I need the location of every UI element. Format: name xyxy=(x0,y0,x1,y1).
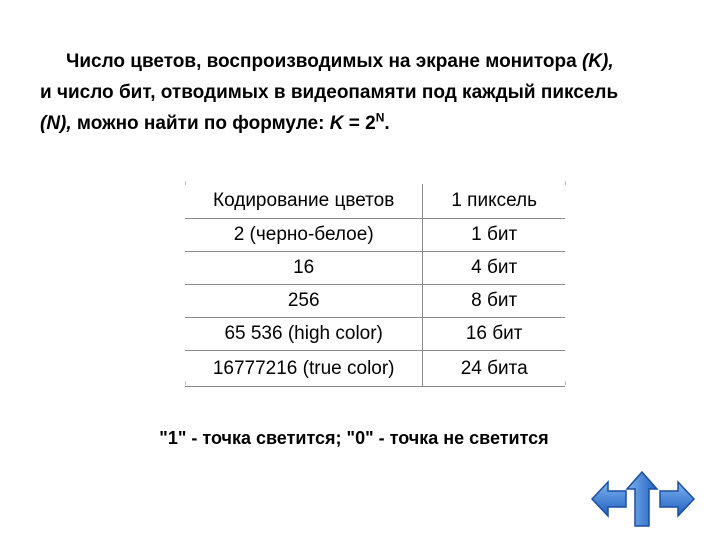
table-row xyxy=(185,219,565,252)
variable-k: (K), xyxy=(581,51,614,72)
table-cell: 16 бит xyxy=(423,318,565,351)
table-cell: 16 xyxy=(185,252,423,285)
arrow-right-icon xyxy=(658,474,696,524)
table-cell: 256 xyxy=(185,285,423,318)
note-text xyxy=(0,428,720,449)
table-cell: 24 бита xyxy=(423,351,565,387)
intro-line-3-text: можно найти по формуле: xyxy=(71,113,330,134)
home-button[interactable] xyxy=(625,470,659,528)
color-encoding-table xyxy=(185,184,565,387)
table-cell: 8 бит xyxy=(423,285,565,318)
intro-line-1 xyxy=(40,46,700,77)
intro-line-3 xyxy=(40,108,700,139)
table-row xyxy=(185,252,565,285)
table-header-row xyxy=(185,184,565,219)
intro-text xyxy=(40,46,700,139)
table-cell: 2 (черно-белое) xyxy=(185,219,423,252)
formula-lhs: K xyxy=(329,113,344,134)
table-corner-mark xyxy=(565,381,566,385)
header-cell: 1 пиксель xyxy=(423,184,565,219)
table-corner-mark xyxy=(185,181,186,185)
arrow-up-icon xyxy=(625,470,659,528)
variable-n: (N), xyxy=(40,113,72,134)
note-label: "1" - точка светится; "0" - точка не светится xyxy=(159,428,549,448)
table-corner-mark xyxy=(565,181,566,185)
table-row xyxy=(185,318,565,351)
table-corner-mark xyxy=(185,381,186,385)
table-cell: 65 536 (high color) xyxy=(185,318,423,351)
header-cell: Кодирование цветов xyxy=(185,184,423,219)
table-cell: 16777216 (true color) xyxy=(185,351,423,387)
back-button[interactable] xyxy=(590,474,628,524)
formula-end: . xyxy=(384,113,390,134)
next-button[interactable] xyxy=(658,474,696,524)
arrow-left-icon xyxy=(590,474,628,524)
table-cell: 4 бит xyxy=(423,252,565,285)
table-row xyxy=(185,351,565,387)
intro-line-1-text: Число цветов, воспроизводимых на экране монитора xyxy=(66,51,582,72)
formula-exponent: N xyxy=(375,110,385,125)
intro-line-2: и число бит, отводимых в видеопамяти под каждый пиксель xyxy=(40,82,619,103)
table-cell: 1 бит xyxy=(423,219,565,252)
formula-eq: = 2 xyxy=(343,113,376,134)
table-row xyxy=(185,285,565,318)
